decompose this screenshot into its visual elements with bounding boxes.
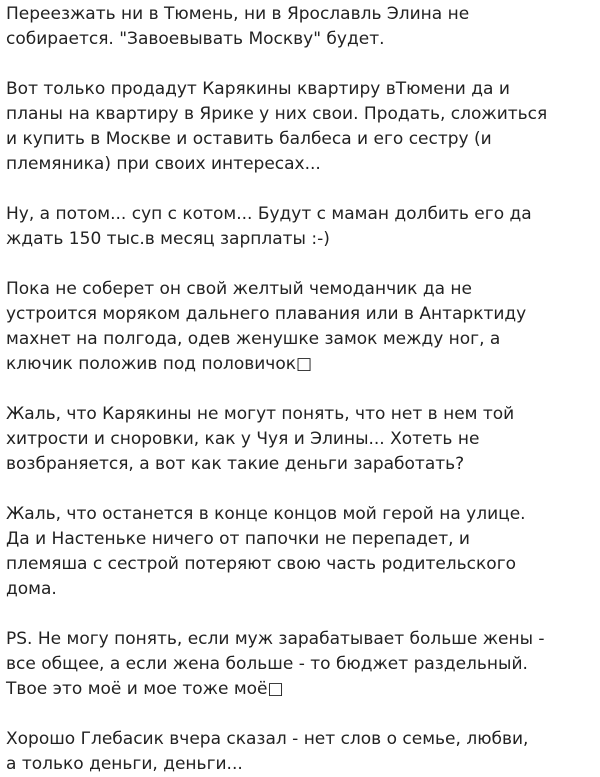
paragraph-3 — [6, 202, 600, 252]
paragraph-5 — [6, 402, 600, 477]
paragraph-6 — [6, 502, 600, 602]
text-line: Ну, а потом... суп с котом... Будут с маман долбить его да — [6, 204, 532, 224]
paragraph-1 — [6, 2, 600, 52]
paragraph-2 — [6, 77, 600, 177]
text-line: хитрости и сноровки, как у Чуя и Элины... Хотеть не — [6, 429, 480, 449]
paragraph-4 — [6, 277, 600, 377]
text-line: дома. — [6, 579, 57, 599]
text-line: Да и Настеньке ничего от папочки не перепадет, и — [6, 529, 470, 549]
text-line: Жаль, что Карякины не могут понять, что нет в нем той — [6, 404, 515, 424]
text-line: Переезжать ни в Тюмень, ни в Ярославль Элина не — [6, 4, 470, 24]
text-line: возбраняется, а вот как такие деньги заработать? — [6, 454, 465, 474]
paragraph-7 — [6, 627, 600, 702]
text-line: ключик положив под половичок□ — [6, 354, 313, 374]
text-line: Хорошо Глебасик вчера сказал - нет слов о семье, любви, — [6, 729, 529, 749]
text-line: все общее, а если жена больше - то бюджет раздельный. — [6, 654, 528, 674]
text-line: Пока не соберет он свой желтый чемоданчик да не — [6, 279, 472, 299]
text-line: PS. Не могу понять, если муж зарабатывает больше жены - — [6, 629, 545, 649]
text-line: Жаль, что останется в конце концов мой герой на улице. — [6, 504, 526, 524]
text-line: племяша с сестрой потеряют свою часть родительского — [6, 554, 517, 574]
text-line: Твое это моё и мое тоже моё□ — [6, 679, 284, 699]
paragraph-8 — [6, 727, 600, 777]
text-line: и купить в Москве и оставить балбеса и его сестру (и — [6, 129, 492, 149]
text-line: а только деньги, деньги... — [6, 754, 243, 774]
text-line: планы на квартиру в Ярике у них свои. Продать, сложиться — [6, 104, 548, 124]
text-line: Вот только продадут Карякины квартиру вТюмени да и — [6, 79, 510, 99]
text-line: собирается. "Завоевывать Москву" будет. — [6, 29, 385, 49]
text-line: устроится моряком дальнего плавания или в Антарктиду — [6, 304, 527, 324]
text-line: махнет на полгода, одев женушке замок между ног, а — [6, 329, 501, 349]
text-line: ждать 150 тыс.в месяц зарплаты :-) — [6, 229, 330, 249]
text-line: племяника) при своих интересах... — [6, 154, 321, 174]
